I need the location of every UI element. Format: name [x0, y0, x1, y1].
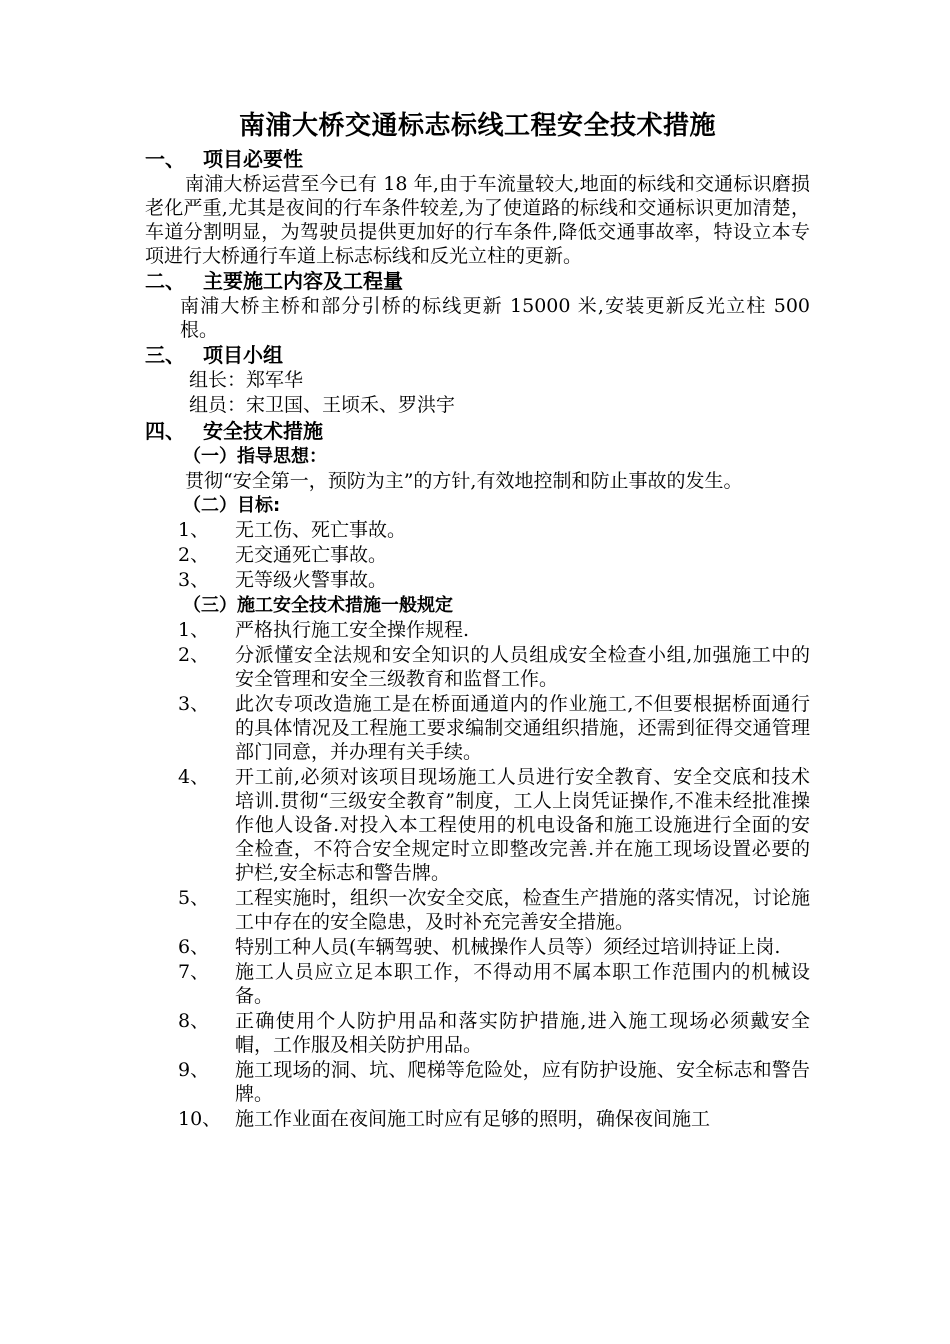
goals-list: [145, 518, 810, 592]
list-item: [145, 643, 810, 691]
list-text: 开工前,必须对该项目现场施工人员进行安全教育、安全交底和技术培训.贯彻“三级安全教育”制度，工人上岗凭证操作,不准未经批准操作他人设备.对投入本工程使用的机电设备和施工设施进行全面的安全检查，不符合安全规定时立即整改完善.并在施工现场设置必要的护栏,安全标志和警告牌。: [235, 766, 810, 884]
subsection-guiding-idea: （一）指导思想：: [183, 446, 327, 467]
section-2-title: 主要施工内容及工程量: [203, 269, 403, 293]
list-item: [145, 765, 810, 885]
list-number: 9、: [178, 1059, 210, 1081]
list-number: 10、: [178, 1108, 222, 1130]
list-text: 施工作业面在夜间施工时应有足够的照明，确保夜间施工: [235, 1108, 711, 1130]
list-text: 特别工种人员(车辆驾驶、机械操作人员等）须经过培训持证上岗.: [235, 936, 781, 958]
document-title: 南浦大桥交通标志标线工程安全技术措施: [238, 111, 716, 141]
section-3-heading: [145, 342, 810, 368]
list-text: 分派懂安全法规和安全知识的人员组成安全检查小组,加强施工中的安全管理和安全三级教育和监督工作。: [235, 644, 810, 690]
list-number: 6、: [178, 936, 210, 958]
team-leader: 组长：郑军华: [189, 369, 304, 391]
section-1-body: 南浦大桥运营至今已有 18 年,由于车流量较大,地面的标线和交通标识磨损老化严重,尤其是夜间的行车条件较差,为了使道路的标线和交通标识更加清楚，车道分割明显，为驾驶员提供更加好的行车条件,降低交通事故率，特设立本专项进行大桥通行车道上标志标线和反光立柱的更新。: [145, 173, 810, 267]
list-item: [145, 568, 810, 592]
list-text: 工程实施时，组织一次安全交底，检查生产措施的落实情况，讨论施工中存在的安全隐患，及时补充完善安全措施。: [235, 887, 810, 933]
list-text: 无交通死亡事故。: [235, 544, 388, 566]
list-text: 正确使用个人防护用品和落实防护措施,进入施工现场必须戴安全帽，工作服及相关防护用品。: [235, 1010, 810, 1056]
list-item: [145, 1058, 810, 1106]
section-2-body: 南浦大桥主桥和部分引桥的标线更新 15000 米,安装更新反光立柱 500 根。: [180, 295, 810, 341]
list-item: [145, 1009, 810, 1057]
list-number: 2、: [178, 644, 210, 666]
section-4-title: 安全技术措施: [203, 419, 323, 443]
list-number: 1、: [178, 619, 210, 641]
section-2-heading: [145, 268, 810, 294]
subsection-goals: （二）目标:: [183, 495, 281, 516]
list-item: [145, 618, 810, 642]
list-item: [145, 543, 810, 567]
list-number: 5、: [178, 887, 210, 909]
list-number: 2、: [178, 544, 210, 566]
list-number: 7、: [178, 961, 210, 983]
list-text: 施工现场的洞、坑、爬梯等危险处，应有防护设施、安全标志和警告牌。: [235, 1059, 810, 1105]
list-number: 1、: [178, 519, 210, 541]
document-page: [145, 108, 810, 1132]
list-text: 无等级火警事故。: [235, 569, 388, 591]
list-item: [145, 886, 810, 934]
section-4-heading: [145, 418, 810, 444]
list-item: [145, 518, 810, 542]
section-3-title: 项目小组: [203, 343, 283, 367]
subsection-general-rules: （三）施工安全技术措施一般规定: [183, 595, 453, 616]
list-text: 严格执行施工安全操作规程.: [235, 619, 470, 641]
section-4-number: 四、: [145, 419, 185, 443]
list-item: [145, 692, 810, 764]
section-3-number: 三、: [145, 343, 185, 367]
list-text: 此次专项改造施工是在桥面通道内的作业施工,不但要根据桥面通行的具体情况及工程施工要求编制交通组织措施，还需到征得交通管理部门同意，并办理有关手续。: [235, 693, 810, 763]
section-1-title: 项目必要性: [203, 147, 303, 171]
list-item: [145, 960, 810, 1008]
list-text: 无工伤、死亡事故。: [235, 519, 407, 541]
list-item: [145, 935, 810, 959]
section-2-number: 二、: [145, 269, 185, 293]
rules-list: [145, 618, 810, 1131]
list-number: 3、: [178, 693, 210, 715]
section-1-heading: [145, 146, 810, 172]
section-1-number: 一、: [145, 147, 185, 171]
team-members: 组员：宋卫国、王顷禾、罗洪宇: [189, 394, 456, 416]
list-item: [145, 1107, 810, 1131]
list-number: 8、: [178, 1010, 210, 1032]
list-text: 施工人员应立足本职工作，不得动用不属本职工作范围内的机械设备。: [235, 961, 810, 1007]
list-number: 4、: [178, 766, 210, 788]
list-number: 3、: [178, 569, 210, 591]
guiding-idea-body: 贯彻“安全第一，预防为主”的方针,有效地控制和防止事故的发生。: [185, 470, 743, 492]
